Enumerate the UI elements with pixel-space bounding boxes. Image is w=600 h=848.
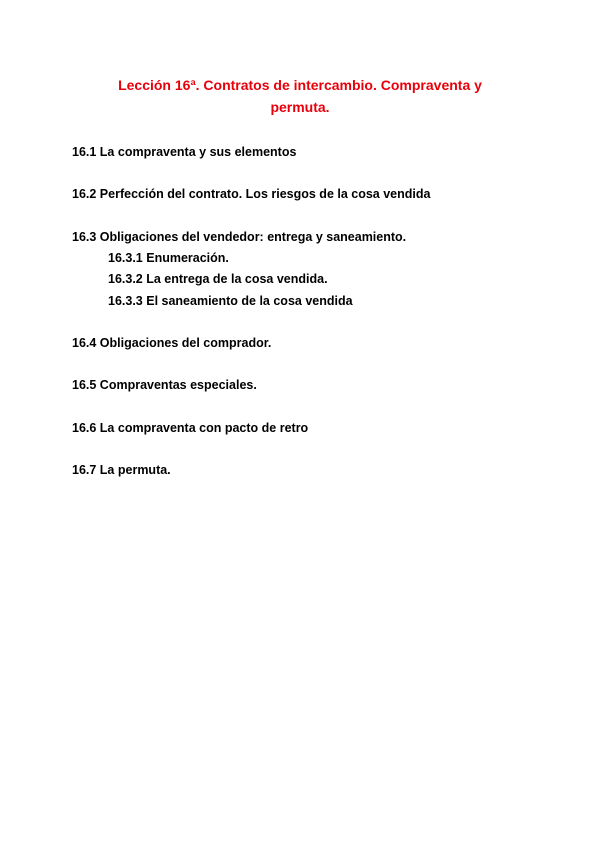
section-16-7: 16.7 La permuta. [72, 463, 171, 477]
lesson-title [95, 74, 505, 118]
section-16-5: 16.5 Compraventas especiales. [72, 378, 257, 392]
section-16-4: 16.4 Obligaciones del comprador. [72, 336, 272, 350]
lesson-title-line-1: Lección 16ª. Contratos de intercambio. Compraventa y [118, 77, 482, 93]
subsection-16-3-2: 16.3.2 La entrega de la cosa vendida. [108, 272, 328, 286]
section-16-1: 16.1 La compraventa y sus elementos [72, 145, 297, 159]
section-16-2: 16.2 Perfección del contrato. Los riesgos de la cosa vendida [72, 187, 431, 201]
lesson-title-line-2: permuta. [270, 99, 330, 115]
subsection-16-3-1: 16.3.1 Enumeración. [108, 251, 229, 265]
subsection-16-3-3: 16.3.3 El saneamiento de la cosa vendida [108, 294, 353, 308]
section-16-3: 16.3 Obligaciones del vendedor: entrega y saneamiento. [72, 230, 407, 244]
section-16-6: 16.6 La compraventa con pacto de retro [72, 421, 309, 435]
